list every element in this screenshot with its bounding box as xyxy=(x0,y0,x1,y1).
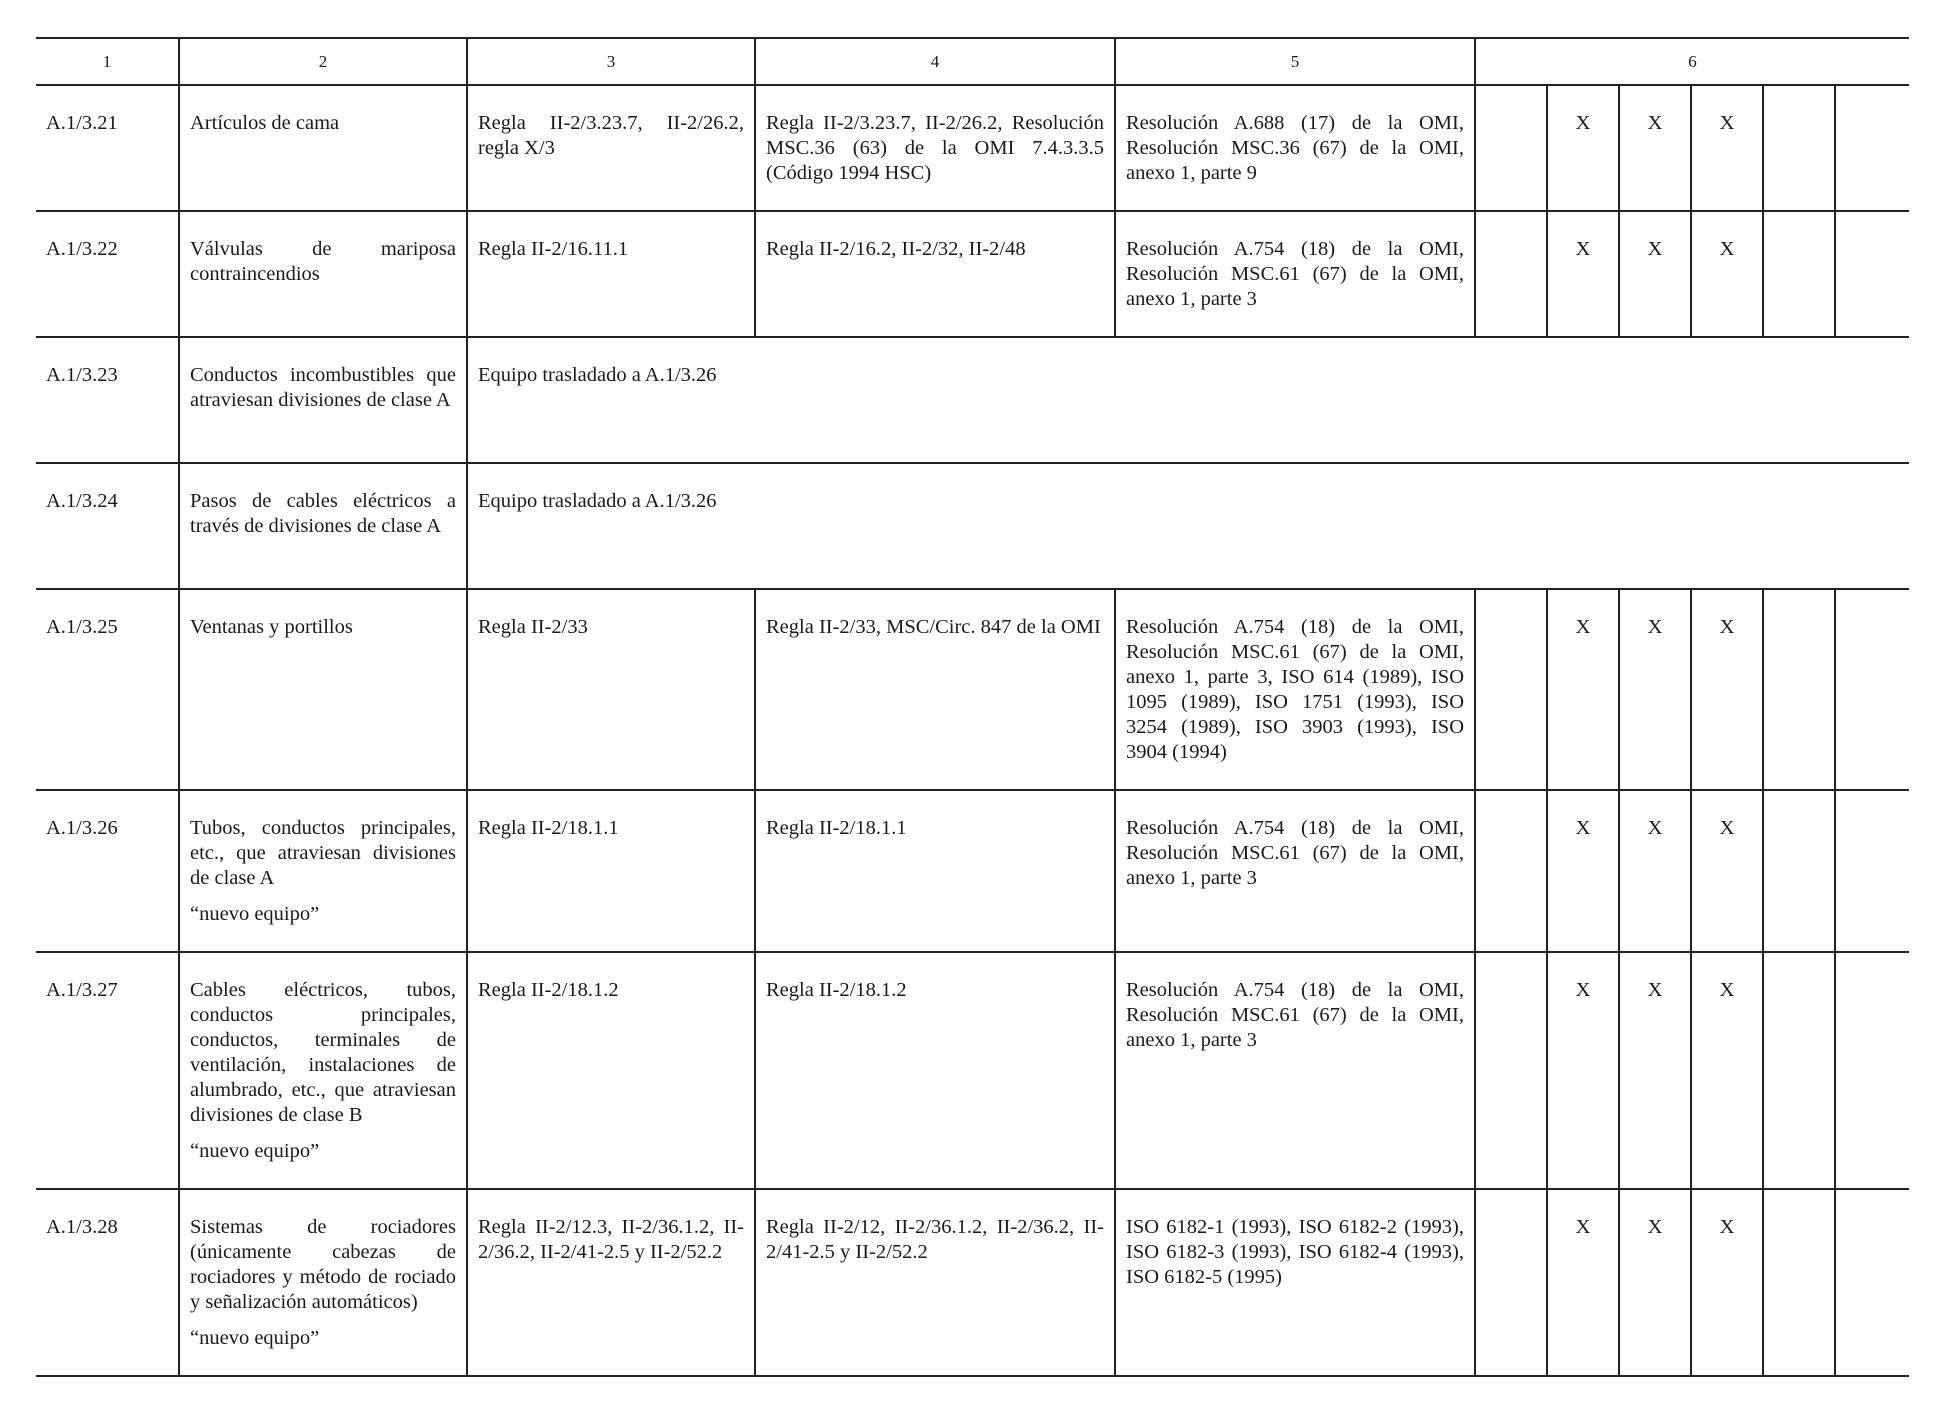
mark-cell: X xyxy=(1691,1189,1763,1376)
test-standard-cell: ISO 6182-1 (1993), ISO 6182-2 (1993), ISO 6182-3 (1993), ISO 6182-4 (1993), ISO 6182-5 (1995) xyxy=(1115,1189,1475,1376)
mark-cell: X xyxy=(1691,85,1763,211)
mark-cell: X xyxy=(1619,211,1691,337)
test-standard-cell: Resolución A.754 (18) de la OMI, Resolución MSC.61 (67) de la OMI, anexo 1, parte 3, ISO 614 (1989), ISO 1095 (1989), ISO 1751 (1993), ISO 3254 (1989), ISO 3903 (1993), ISO 3904 (1994) xyxy=(1115,589,1475,790)
hsc-regulation-cell: Regla II-2/3.23.7, II-2/26.2, Resolución MSC.36 (63) de la OMI 7.4.3.3.5 (Código 1994 HSC) xyxy=(755,85,1115,211)
item-cell xyxy=(179,211,467,337)
item-cell xyxy=(179,952,467,1189)
header-col-1: 1 xyxy=(36,38,179,85)
hsc-regulation-cell: Regla II-2/18.1.2 xyxy=(755,952,1115,1189)
item-cell xyxy=(179,85,467,211)
table-row xyxy=(36,337,1909,463)
mark-cell: X xyxy=(1619,589,1691,790)
table-row xyxy=(36,85,1909,211)
header-col-2: 2 xyxy=(179,38,467,85)
item-text: Conductos incombustibles que atraviesan divisiones de clase A xyxy=(190,364,456,411)
mark-cell xyxy=(1763,790,1835,952)
hsc-regulation-cell: Regla II-2/16.2, II-2/32, II-2/48 xyxy=(755,211,1115,337)
table-row xyxy=(36,463,1909,589)
sea-regulation-cell: Regla II-2/3.23.7, II-2/26.2, regla X/3 xyxy=(467,85,755,211)
mark-cell: X xyxy=(1691,589,1763,790)
ref-cell: A.1/3.22 xyxy=(36,211,179,337)
mark-cell xyxy=(1475,790,1547,952)
mark-cell: X xyxy=(1547,1189,1619,1376)
mark-cell: X xyxy=(1547,790,1619,952)
item-text: Válvulas de mariposa contraincendios xyxy=(190,238,456,285)
table-row xyxy=(36,952,1909,1189)
equipment-table xyxy=(36,37,1909,1377)
ref-cell: A.1/3.21 xyxy=(36,85,179,211)
mark-cell xyxy=(1835,952,1909,1189)
mark-cell: X xyxy=(1547,952,1619,1189)
mark-cell xyxy=(1763,1189,1835,1376)
item-text: Cables eléctricos, tubos, conductos principales, conductos, terminales de ventilación, instalaciones de alumbrado, etc., que atraviesan divisiones de clase B xyxy=(190,979,456,1126)
test-standard-cell: Resolución A.754 (18) de la OMI, Resolución MSC.61 (67) de la OMI, anexo 1, parte 3 xyxy=(1115,952,1475,1189)
item-text: Tubos, conductos principales, etc., que atraviesan divisiones de clase A xyxy=(190,817,456,889)
mark-cell xyxy=(1763,952,1835,1189)
new-equipment-note: “nuevo equipo” xyxy=(190,903,320,925)
header-col-3: 3 xyxy=(467,38,755,85)
new-equipment-note: “nuevo equipo” xyxy=(190,1140,320,1162)
mark-cell: X xyxy=(1691,952,1763,1189)
mark-cell xyxy=(1475,1189,1547,1376)
item-text: Pasos de cables eléctricos a través de divisiones de clase A xyxy=(190,490,456,537)
table-row xyxy=(36,790,1909,952)
mark-cell: X xyxy=(1619,85,1691,211)
test-standard-cell: Resolución A.754 (18) de la OMI, Resolución MSC.61 (67) de la OMI, anexo 1, parte 3 xyxy=(1115,211,1475,337)
header-col-5: 5 xyxy=(1115,38,1475,85)
mark-cell: X xyxy=(1619,952,1691,1189)
item-cell xyxy=(179,790,467,952)
table-row xyxy=(36,589,1909,790)
hsc-regulation-cell: Regla II-2/12, II-2/36.1.2, II-2/36.2, II-2/41-2.5 y II-2/52.2 xyxy=(755,1189,1115,1376)
table-row xyxy=(36,211,1909,337)
mark-cell: X xyxy=(1547,589,1619,790)
item-text: Ventanas y portillos xyxy=(190,616,353,638)
item-cell xyxy=(179,1189,467,1376)
mark-cell xyxy=(1835,1189,1909,1376)
table-row xyxy=(36,1189,1909,1376)
mark-cell xyxy=(1835,211,1909,337)
mark-cell: X xyxy=(1547,85,1619,211)
header-col-6: 6 xyxy=(1475,38,1909,85)
ref-cell: A.1/3.24 xyxy=(36,463,179,589)
item-text: Artículos de cama xyxy=(190,112,340,134)
hsc-regulation-cell: Regla II-2/33, MSC/Circ. 847 de la OMI xyxy=(755,589,1115,790)
mark-cell xyxy=(1835,589,1909,790)
header-col-4: 4 xyxy=(755,38,1115,85)
mark-cell xyxy=(1475,211,1547,337)
hsc-regulation-cell: Regla II-2/18.1.1 xyxy=(755,790,1115,952)
mark-cell: X xyxy=(1619,1189,1691,1376)
mark-cell xyxy=(1835,790,1909,952)
sea-regulation-cell: Regla II-2/12.3, II-2/36.1.2, II-2/36.2, II-2/41-2.5 y II-2/52.2 xyxy=(467,1189,755,1376)
mark-cell: X xyxy=(1691,211,1763,337)
mark-cell xyxy=(1763,589,1835,790)
moved-note-cell: Equipo trasladado a A.1/3.26 xyxy=(467,463,1909,589)
header-row xyxy=(36,38,1909,85)
item-cell xyxy=(179,337,467,463)
mark-cell xyxy=(1475,589,1547,790)
item-text: Sistemas de rociadores (únicamente cabezas de rociadores y método de rociado y señalización automáticos) xyxy=(190,1216,456,1313)
moved-note-cell: Equipo trasladado a A.1/3.26 xyxy=(467,337,1909,463)
mark-cell xyxy=(1763,211,1835,337)
sea-regulation-cell: Regla II-2/16.11.1 xyxy=(467,211,755,337)
test-standard-cell: Resolución A.754 (18) de la OMI, Resolución MSC.61 (67) de la OMI, anexo 1, parte 3 xyxy=(1115,790,1475,952)
test-standard-cell: Resolución A.688 (17) de la OMI, Resolución MSC.36 (67) de la OMI, anexo 1, parte 9 xyxy=(1115,85,1475,211)
sea-regulation-cell: Regla II-2/18.1.2 xyxy=(467,952,755,1189)
mark-cell xyxy=(1763,85,1835,211)
mark-cell: X xyxy=(1547,211,1619,337)
ref-cell: A.1/3.28 xyxy=(36,1189,179,1376)
ref-cell: A.1/3.27 xyxy=(36,952,179,1189)
ref-cell: A.1/3.26 xyxy=(36,790,179,952)
sea-regulation-cell: Regla II-2/33 xyxy=(467,589,755,790)
new-equipment-note: “nuevo equipo” xyxy=(190,1327,320,1349)
item-cell xyxy=(179,589,467,790)
mark-cell xyxy=(1475,952,1547,1189)
mark-cell: X xyxy=(1619,790,1691,952)
mark-cell: X xyxy=(1691,790,1763,952)
sea-regulation-cell: Regla II-2/18.1.1 xyxy=(467,790,755,952)
item-cell xyxy=(179,463,467,589)
ref-cell: A.1/3.25 xyxy=(36,589,179,790)
mark-cell xyxy=(1475,85,1547,211)
ref-cell: A.1/3.23 xyxy=(36,337,179,463)
mark-cell xyxy=(1835,85,1909,211)
